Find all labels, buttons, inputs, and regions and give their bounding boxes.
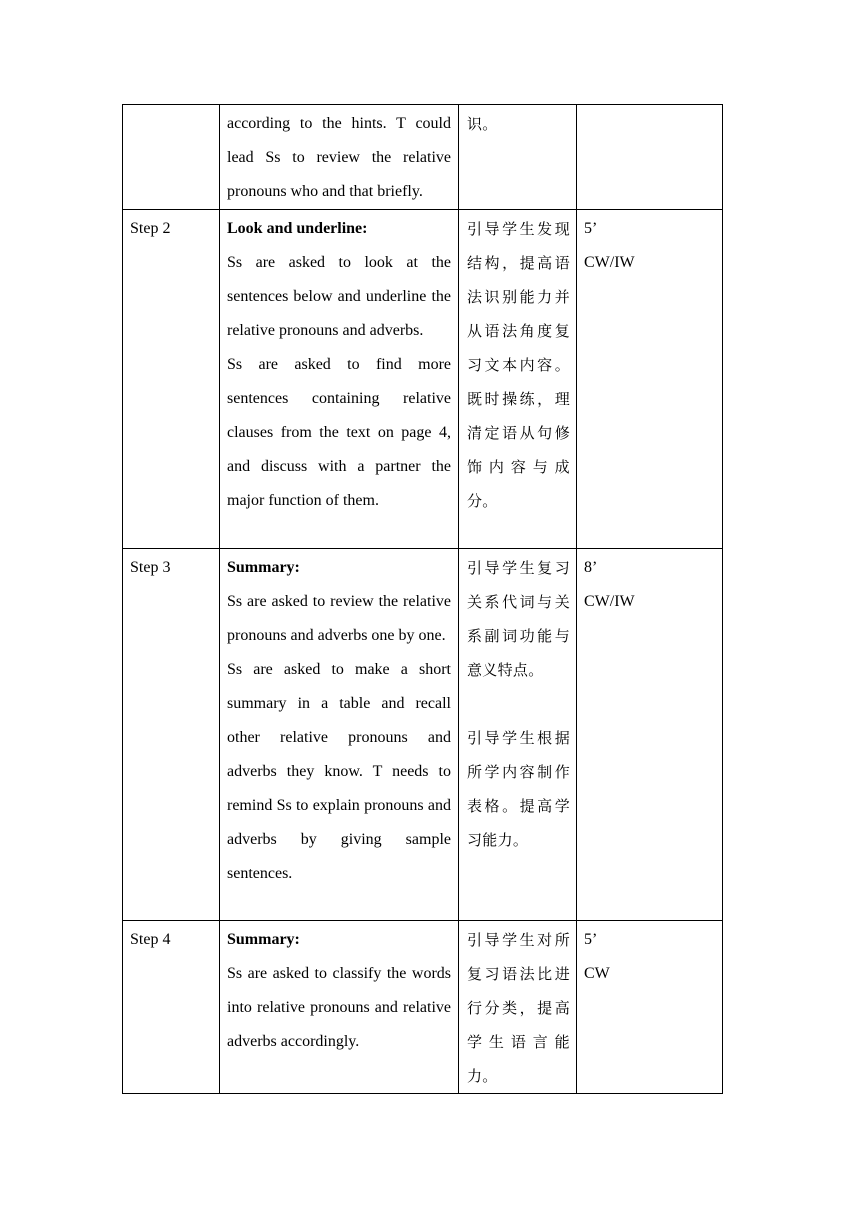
time-value: 5’ — [584, 931, 598, 948]
step-cell — [123, 549, 220, 921]
table-row — [123, 105, 723, 210]
activity-heading: Look and underline: — [227, 220, 368, 237]
table-row — [123, 921, 723, 1094]
table-row — [123, 549, 723, 921]
step-label: Step 3 — [130, 559, 171, 576]
mode-value: CW/IW — [584, 593, 635, 610]
time-value: 8’ — [584, 559, 598, 576]
time-cell — [577, 105, 723, 210]
step-cell — [123, 921, 220, 1094]
purpose-paragraph: 引导学生复习关系代词与关系副词功能与意义特点。 — [467, 559, 570, 679]
lesson-plan-table — [122, 104, 723, 1094]
step-cell — [123, 105, 220, 210]
time-cell — [577, 549, 723, 921]
activity-paragraph: Ss are asked to make a short summary in a table and recall other relative pronouns and adverbs they know. T needs to remind Ss to explain pronouns and adverbs by giving sample sentences. — [227, 661, 451, 882]
time-cell — [577, 921, 723, 1094]
time-cell — [577, 210, 723, 549]
mode-value: CW/IW — [584, 254, 635, 271]
activity-paragraph: Ss are asked to classify the words into relative pronouns and relative adverbs accordingly. — [227, 965, 451, 1050]
purpose-paragraph: 引导学生发现结构，提高语法识别能力并从语法角度复习文本内容。既时操练，理清定语从句修饰内容与成分。 — [467, 220, 570, 510]
table-row — [123, 210, 723, 549]
purpose-paragraph: 引导学生根据所学内容制作表格。提高学习能力。 — [467, 729, 570, 849]
purpose-cell — [459, 210, 577, 549]
activity-heading: Summary: — [227, 559, 300, 576]
purpose-paragraph: 引导学生对所复习语法比进行分类，提高学生语言能力。 — [467, 931, 570, 1085]
activity-cell — [220, 549, 459, 921]
activity-paragraph: Ss are asked to review the relative pronouns and adverbs one by one. — [227, 593, 451, 644]
purpose-cell — [459, 921, 577, 1094]
activity-paragraph: Ss are asked to find more sentences containing relative clauses from the text on page 4, and discuss with a partner the major function of them. — [227, 356, 451, 509]
purpose-paragraph: 识。 — [467, 115, 498, 133]
activity-cell — [220, 105, 459, 210]
mode-value: CW — [584, 965, 610, 982]
activity-paragraph: according to the hints. T could lead Ss to review the relative pronouns who and that briefly. — [227, 115, 451, 200]
activity-cell — [220, 210, 459, 549]
activity-paragraph: Ss are asked to look at the sentences below and underline the relative pronouns and adverbs. — [227, 254, 451, 339]
activity-cell — [220, 921, 459, 1094]
step-label: Step 2 — [130, 220, 171, 237]
step-label: Step 4 — [130, 931, 171, 948]
activity-heading: Summary: — [227, 931, 300, 948]
step-cell — [123, 210, 220, 549]
time-value: 5’ — [584, 220, 598, 237]
purpose-cell — [459, 105, 577, 210]
purpose-cell — [459, 549, 577, 921]
